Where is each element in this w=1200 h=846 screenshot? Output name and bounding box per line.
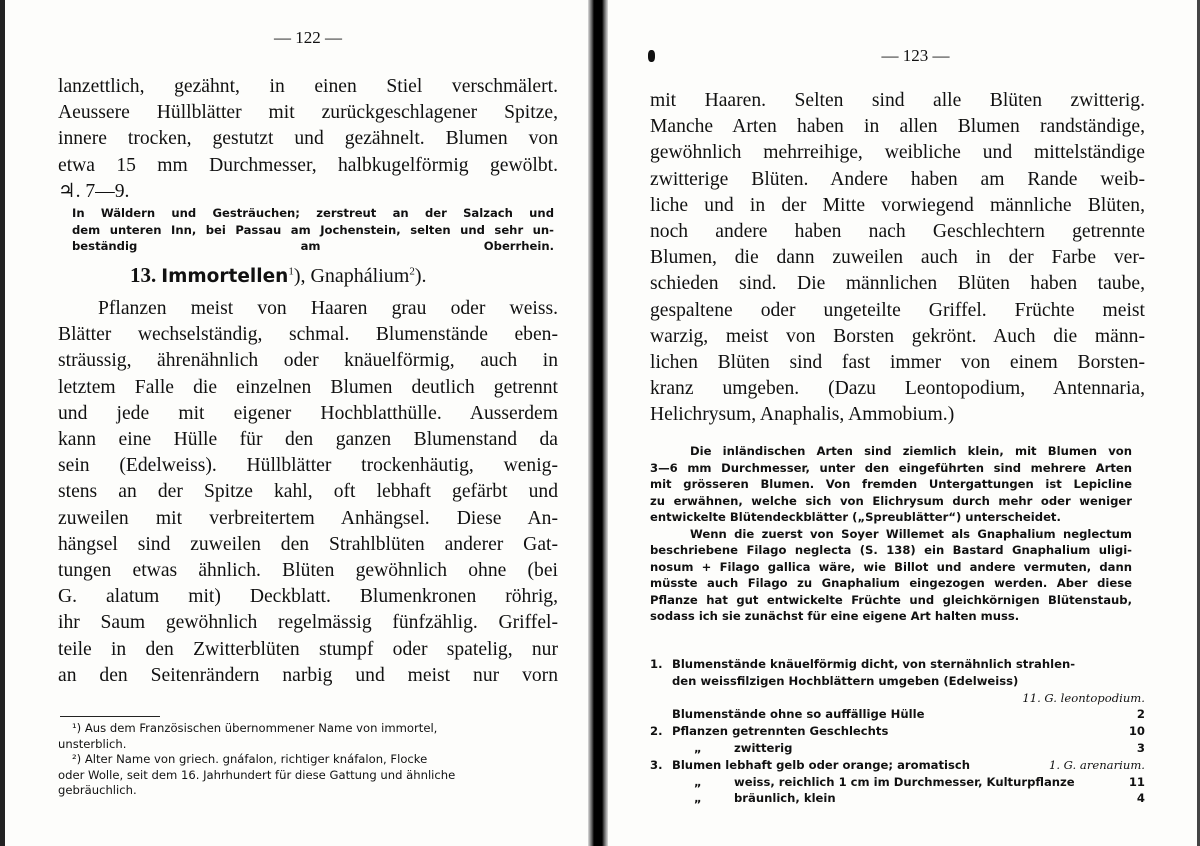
text-line: gewöhnlich mehrreihige, weibliche und mittelständige	[650, 142, 1145, 164]
species-notes	[650, 443, 1132, 625]
key-lead-number: 4	[1136, 791, 1145, 806]
key-row	[650, 774, 1145, 791]
key-text: Blumenstände ohne so auffällige Hülle	[672, 707, 925, 722]
key-text: Blumen lebhaft gelb oder orange; aromatisch	[672, 757, 971, 772]
text-line: kranz umgeben. (Dazu Leontopodium, Antennaria,	[650, 378, 1145, 400]
footnote-mark: 1	[288, 265, 294, 278]
key-row	[650, 740, 1145, 757]
footnote-line: oder Wolle, seit dem 16. Jahrhundert für diese Gattung und ähnliche	[58, 767, 456, 782]
text-line: Manche Arten haben in allen Blumen randständige,	[650, 116, 1145, 138]
text-line: und jede mit eigener Hochblatthülle. Ausserdem	[58, 402, 558, 424]
page-number: — 122 —	[274, 28, 342, 47]
text-line: ihr Saum gewöhnlich regelmässig fünfzählig. Griffel-	[58, 612, 558, 634]
text-line: ♃. 7—9.	[58, 180, 130, 202]
note-line: beschriebene Filago neglecta (S. 138) ein Bastard Gnaphalium uligi-	[650, 543, 1132, 557]
text-line: liche und in der Mitte vorwiegend männliche Blüten,	[650, 194, 1145, 216]
text-line: hängsel sind zuweilen den Strahlblüten anderer Gat-	[58, 533, 558, 555]
key-row	[650, 673, 1145, 690]
text-line: warzig, meist von Borsten gekrönt. Auch die männ-	[650, 325, 1145, 347]
text-line: stens an der Spitze kahl, oft lebhaft gefärbt und	[58, 481, 558, 503]
text-line: kann eine Hülle für den ganzen Blumenstand da	[58, 429, 558, 451]
text-line: Blätter wechselständig, schmal. Blumenstände eben-	[58, 324, 558, 346]
note-line: 3—6 mm Durchmesser, unter den eingeführten sind mehrere Arten	[650, 460, 1132, 475]
key-text: Blumenstände knäuelförmig dicht, von sternähnlich strahlen-	[672, 657, 1076, 671]
note-line: Pflanze hat gut entwickelte Früchte und gleichkörnigen Blütenstaub,	[650, 592, 1132, 607]
page-edge-left	[0, 0, 5, 846]
text-line: Aeussere Hüllblätter mit zurückgeschlagener Spitze,	[58, 102, 558, 124]
species-key	[650, 656, 1145, 807]
text-line: lichen Blüten sind fast immer von einem Borsten-	[650, 352, 1145, 374]
footnote-line: ²) Alter Name von griech. gnáfalon, richtiger knáfalon, Flocke	[72, 752, 428, 766]
note-line: mit grösseren Blumen. Von fremden Untergattungen ist Lepicline	[650, 477, 1132, 491]
genus-heading	[58, 263, 558, 288]
habitat-note	[72, 205, 554, 255]
text-line: noch andere haben nach Geschlechtern getrennte	[650, 221, 1145, 243]
page-number: — 123 —	[881, 46, 950, 65]
ditto-mark: „	[694, 774, 702, 789]
text-line: Helichrysum, Anaphalis, Ammobium.)	[650, 404, 955, 426]
footnote-line: ¹) Aus dem Französischen übernommener Name von immortel,	[72, 721, 438, 735]
key-text: den weissfilzigen Hochblättern umgeben (Edelweiss)	[672, 673, 1019, 688]
key-lead-number: 3	[1136, 740, 1145, 755]
footnote-line: unsterblich.	[58, 736, 127, 751]
text-block-description	[58, 296, 558, 689]
key-text: bräunlich, klein	[734, 791, 836, 806]
note-line: In Wäldern und Gesträuchen; zerstreut an der Salzach und	[72, 206, 554, 220]
key-row	[650, 757, 1145, 774]
book-gutter	[588, 0, 608, 846]
note-line: sodass ich sie zunächst für eine eigene Art halten muss.	[650, 609, 1020, 623]
note-line: nosum + Filago gallica wäre, wie Billot und andere vermuten, dann	[650, 559, 1132, 574]
key-row	[650, 690, 1145, 707]
text-line: Pflanzen meist von Haaren grau oder weiss.	[98, 298, 558, 319]
genus-latin-a: ), Gnaphálium	[293, 265, 410, 287]
note-line: beständig am Oberrhein.	[72, 239, 554, 253]
text-block-continued	[650, 88, 1145, 429]
footnotes	[58, 721, 558, 799]
key-text: Pflanzen getrennten Geschlechts	[672, 724, 889, 739]
note-line: zu erwähnen, welche sich von Elichrysum durch mehr oder weniger	[650, 493, 1132, 508]
key-lead-number: 11	[1128, 774, 1145, 789]
ditto-mark: „	[694, 740, 702, 755]
key-species-ref: 11. G. leontopodium.	[1022, 690, 1145, 705]
page-123	[650, 0, 1145, 846]
note-line: müsste auch Filago zu Gnaphalium eingezogen werden. Aber diese	[650, 576, 1132, 590]
footnote-mark: 2	[409, 265, 415, 278]
text-line: zuweilen mit verbreitertem Anhängsel. Diese An-	[58, 507, 558, 529]
key-lead-number: 10	[1128, 724, 1145, 739]
genus-latin-b: ).	[414, 265, 427, 287]
key-lead-number: 2	[1136, 707, 1145, 722]
key-number: 3.	[650, 757, 663, 772]
text-line: mit Haaren. Selten sind alle Blüten zwitterig.	[650, 90, 1145, 111]
note-line: entwickelte Blütendeckblätter („Spreublätter“) unterscheidet.	[650, 510, 1061, 524]
text-block-top	[58, 74, 558, 205]
text-line: schieden sind. Die männlichen Blüten haben taube,	[650, 273, 1145, 295]
text-line: sein (Edelweiss). Hüllblätter trockenhäutig, wenig-	[58, 455, 558, 477]
ditto-mark: „	[694, 791, 702, 806]
text-line: etwa 15 mm Durchmesser, halbkugelförmig gewölbt.	[58, 154, 558, 176]
note-line: dem unteren Inn, bei Passau am Jochenstein, selten und sehr un-	[72, 222, 554, 237]
text-line: innere trocken, gestutzt und gezähnelt. Blumen von	[58, 128, 558, 150]
genus-title: Immortellen	[161, 266, 289, 287]
key-row	[650, 706, 1145, 723]
key-row	[650, 790, 1145, 807]
footnote-line: gebräuchlich.	[58, 783, 137, 797]
text-line: G. alatum mit) Deckblatt. Blumenkronen röhrig,	[58, 586, 558, 608]
text-line: lanzettlich, gezähnt, in einen Stiel verschmälert.	[58, 76, 558, 97]
text-line: Blumen, die dann zuweilen auch in der Farbe ver-	[650, 247, 1145, 269]
text-line: tungen etwas ähnlich. Blüten gewöhnlich ohne (bei	[58, 560, 558, 582]
text-line: teile in den Zwitterblüten stumpf oder spatelig, nur	[58, 638, 558, 660]
key-number: 2.	[650, 724, 663, 739]
text-line: letztem Falle die einzelnen Blumen deutlich getrennt	[58, 376, 558, 398]
genus-number: 13.	[130, 263, 157, 287]
note-line: Wenn die zuerst von Soyer Willemet als Gnaphalium neglectum	[690, 526, 1132, 541]
note-line: Die inländischen Arten sind ziemlich klein, mit Blumen von	[690, 444, 1132, 458]
key-row	[650, 656, 1145, 673]
text-line: sträussig, ährenähnlich oder knäuelförmig, auch in	[58, 350, 558, 372]
text-line: gespaltene oder ungeteilte Griffel. Früchte meist	[650, 299, 1145, 321]
key-species-ref: 1. G. arenarium.	[1048, 757, 1145, 772]
footnote-rule	[60, 716, 160, 717]
text-line: an den Seitenrändern narbig und meist nur vorn	[58, 664, 558, 686]
key-text: weiss, reichlich 1 cm im Durchmesser, Kulturpflanze	[734, 774, 1075, 789]
key-number: 1.	[650, 657, 663, 671]
text-line: zwitterige Blüten. Andere haben am Rande weib-	[650, 168, 1145, 190]
key-text: zwitterig	[734, 740, 793, 755]
key-row	[650, 723, 1145, 740]
page-122	[58, 0, 558, 846]
